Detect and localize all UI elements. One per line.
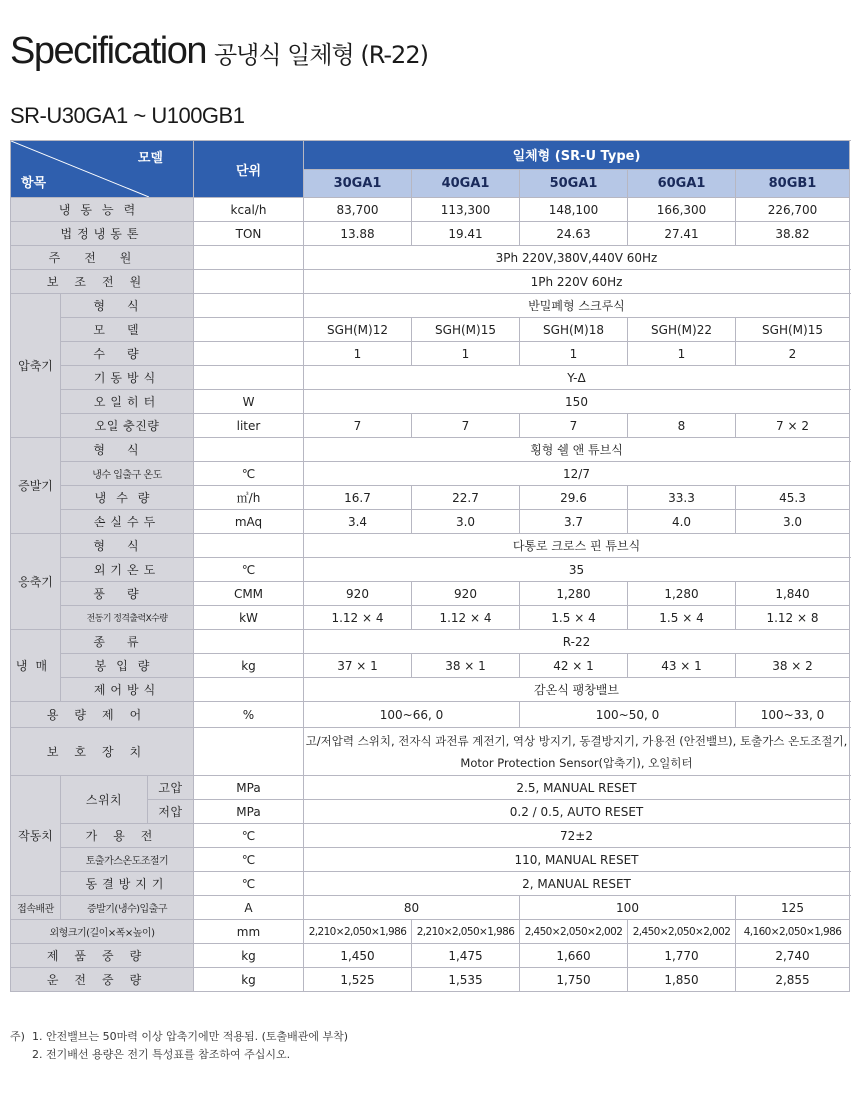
header-model-30: 30GA1: [304, 169, 412, 198]
row-label: 봉입량: [61, 654, 194, 678]
row-unit: ㎥/h: [194, 486, 304, 510]
cell-value: 1.12 × 8: [736, 606, 850, 630]
cell-value: 100: [520, 896, 736, 920]
header-unit: 단위: [194, 141, 304, 198]
cell-value: 2,450×2,050×2,002: [628, 920, 736, 944]
cell-value: 2,210×2,050×1,986: [304, 920, 412, 944]
cell-value: 1.5 × 4: [628, 606, 736, 630]
row-label: 보조전원: [11, 270, 194, 294]
row-unit: MPa: [194, 800, 304, 824]
table-row: [11, 510, 850, 534]
table-row: [11, 678, 850, 702]
row-label: 모델: [61, 318, 194, 342]
title-english: Specification: [10, 30, 206, 72]
row-label: 보호장치: [11, 728, 194, 776]
row-label: 주전원: [11, 246, 194, 270]
cell-value: 1Ph 220V 60Hz: [304, 270, 850, 294]
cell-value: 38 × 2: [736, 654, 850, 678]
cell-value: 125: [736, 896, 850, 920]
row-unit: MPa: [194, 776, 304, 800]
cell-value: 2,740: [736, 944, 850, 968]
cell-value: 4,160×2,050×1,986: [736, 920, 850, 944]
cell-value: 2,855: [736, 968, 850, 992]
cell-value: 110, MANUAL RESET: [304, 848, 850, 872]
row-label: 냉동능력: [11, 198, 194, 222]
row-label: 운전중량: [11, 968, 194, 992]
row-label: 제품중량: [11, 944, 194, 968]
cell-value: 1.5 × 4: [520, 606, 628, 630]
row-label: 형식: [61, 534, 194, 558]
cell-value: 80: [304, 896, 520, 920]
group-label-condenser: 응축기: [11, 534, 61, 630]
header-item-label: 항목: [21, 176, 47, 191]
cell-value: 100~50, 0: [520, 702, 736, 728]
cell-value: 45.3: [736, 486, 850, 510]
cell-value: 1,750: [520, 968, 628, 992]
cell-value: 1,850: [628, 968, 736, 992]
row-label: 외형크기(길이×폭×높이): [11, 920, 194, 944]
cell-value: 1.12 × 4: [304, 606, 412, 630]
cell-value: 횡형 쉘 앤 튜브식: [304, 438, 850, 462]
cell-value: 1,535: [412, 968, 520, 992]
cell-value: 1,840: [736, 582, 850, 606]
cell-value: 1: [412, 342, 520, 366]
row-unit: ℃: [194, 558, 304, 582]
row-label: 풍량: [61, 582, 194, 606]
table-row: [11, 582, 850, 606]
cell-value: 7: [520, 414, 628, 438]
table-row: [11, 222, 850, 246]
header-model-50: 50GA1: [520, 169, 628, 198]
table-row: [11, 944, 850, 968]
title-korean: 공냉식 일체형 (R-22): [213, 41, 428, 69]
cell-value: 113,300: [412, 198, 520, 222]
row-label: 형식: [61, 294, 194, 318]
cell-value: 37 × 1: [304, 654, 412, 678]
cell-value: SGH(M)15: [736, 318, 850, 342]
table-row: [11, 630, 850, 654]
table-row: [11, 270, 850, 294]
cell-value: 3.4: [304, 510, 412, 534]
switch-label: 스위치: [61, 776, 148, 824]
row-unit: [194, 366, 304, 390]
footnote-2: 2. 전기배선 용량은 전기 특성표를 참조하여 주십시오.: [32, 1048, 291, 1061]
model-range-subtitle: SR-U30GA1 ~ U100GB1: [10, 103, 245, 128]
row-label: 종류: [61, 630, 194, 654]
cell-value: 1: [520, 342, 628, 366]
cell-value: 166,300: [628, 198, 736, 222]
row-unit: W: [194, 390, 304, 414]
table-row: [11, 606, 850, 630]
row-unit: liter: [194, 414, 304, 438]
row-unit: kW: [194, 606, 304, 630]
cell-value: 1.12 × 4: [412, 606, 520, 630]
table-row: [11, 366, 850, 390]
cell-value: 1: [628, 342, 736, 366]
cell-value: 1,450: [304, 944, 412, 968]
cell-value: 3.0: [736, 510, 850, 534]
row-sublabel: 증발기(냉수)입출구: [61, 896, 194, 920]
group-label-actuator: 작동치: [11, 776, 61, 896]
cell-value: 13.88: [304, 222, 412, 246]
cell-value: SGH(M)15: [412, 318, 520, 342]
cell-value: 33.3: [628, 486, 736, 510]
protection-line-2: Motor Protection Sensor(압축기), 오일히터: [460, 755, 693, 770]
row-label: 용량제어: [11, 702, 194, 728]
row-unit: ℃: [194, 824, 304, 848]
row-label: 냉수량: [61, 486, 194, 510]
table-row: [11, 824, 850, 848]
row-unit: CMM: [194, 582, 304, 606]
row-label: 기동방식: [61, 366, 194, 390]
row-unit: A: [194, 896, 304, 920]
cell-value: 8: [628, 414, 736, 438]
cell-value: 226,700: [736, 198, 850, 222]
row-label: 고압: [148, 776, 194, 800]
table-row: [11, 848, 850, 872]
footnote-1: 1. 안전밸브는 50마력 이상 압축기에만 적용됨. (토출배관에 부착): [32, 1030, 349, 1043]
cell-value: 3Ph 220V,380V,440V 60Hz: [304, 246, 850, 270]
table-row: [11, 654, 850, 678]
cell-value: 27.41: [628, 222, 736, 246]
cell-value: 83,700: [304, 198, 412, 222]
row-label: 손실수두: [61, 510, 194, 534]
row-unit: [194, 534, 304, 558]
cell-value: 1,475: [412, 944, 520, 968]
row-label: 동결방지기: [61, 872, 194, 896]
cell-value: 22.7: [412, 486, 520, 510]
row-label: 법정냉동톤: [11, 222, 194, 246]
page-title: [10, 30, 428, 73]
cell-value: 1: [304, 342, 412, 366]
row-unit: kg: [194, 654, 304, 678]
cell-value: SGH(M)18: [520, 318, 628, 342]
row-label: 토출가스온도조절기: [61, 848, 194, 872]
group-label-evaporator: 증발기: [11, 438, 61, 534]
table-row: [11, 462, 850, 486]
cell-value: 43 × 1: [628, 654, 736, 678]
cell-value: 148,100: [520, 198, 628, 222]
cell-value: 24.63: [520, 222, 628, 246]
cell-value: 7 × 2: [736, 414, 850, 438]
cell-value: 0.2 / 0.5, AUTO RESET: [304, 800, 850, 824]
cell-value: 다통로 크로스 핀 튜브식: [304, 534, 850, 558]
table-row: [11, 486, 850, 510]
row-unit: %: [194, 702, 304, 728]
cell-value: SGH(M)12: [304, 318, 412, 342]
row-label: 냉수 입출구 온도: [61, 462, 194, 486]
row-unit: kg: [194, 968, 304, 992]
header-model-label: 모델: [137, 151, 163, 166]
table-row: [11, 390, 850, 414]
table-row: [11, 920, 850, 944]
row-unit: [194, 294, 304, 318]
row-unit: TON: [194, 222, 304, 246]
row-unit: ℃: [194, 462, 304, 486]
cell-value: R-22: [304, 630, 850, 654]
row-label: 형식: [61, 438, 194, 462]
table-row: [11, 534, 850, 558]
table-row: [11, 438, 850, 462]
row-unit: [194, 630, 304, 654]
group-label-compressor: 압축기: [11, 294, 61, 438]
cell-value: SGH(M)22: [628, 318, 736, 342]
cell-value: 42 × 1: [520, 654, 628, 678]
header-model-40: 40GA1: [412, 169, 520, 198]
cell-value: 38.82: [736, 222, 850, 246]
row-unit: [194, 342, 304, 366]
cell-value: 100~33, 0: [736, 702, 850, 728]
cell-value: 38 × 1: [412, 654, 520, 678]
cell-value: 100~66, 0: [304, 702, 520, 728]
row-unit: [194, 318, 304, 342]
cell-value: 35: [304, 558, 850, 582]
row-label: 전동기 정격출력X수량: [61, 606, 194, 630]
row-unit: mAq: [194, 510, 304, 534]
cell-value: 12/7: [304, 462, 850, 486]
row-label: 가용전: [61, 824, 194, 848]
cell-value: 반밀폐형 스크루식: [304, 294, 850, 318]
row-unit: [194, 246, 304, 270]
row-label: 수량: [61, 342, 194, 366]
table-row: [11, 872, 850, 896]
row-label: 오일 충진량: [61, 414, 194, 438]
cell-value: 920: [412, 582, 520, 606]
table-row: [11, 968, 850, 992]
cell-value: 1,280: [628, 582, 736, 606]
row-label: 저압: [148, 800, 194, 824]
cell-value: 1,660: [520, 944, 628, 968]
cell-value: 3.0: [412, 510, 520, 534]
cell-value: 7: [412, 414, 520, 438]
cell-value: 7: [304, 414, 412, 438]
cell-value: 4.0: [628, 510, 736, 534]
table-row: [11, 342, 850, 366]
cell-value: 29.6: [520, 486, 628, 510]
header-model-60: 60GA1: [628, 169, 736, 198]
cell-value: 3.7: [520, 510, 628, 534]
table-row: [11, 294, 850, 318]
cell-value: 2.5, MANUAL RESET: [304, 776, 850, 800]
row-unit: kg: [194, 944, 304, 968]
row-label: 외기온도: [61, 558, 194, 582]
cell-value: 2,210×2,050×1,986: [412, 920, 520, 944]
table-row: [11, 896, 850, 920]
cell-value: Y-Δ: [304, 366, 850, 390]
cell-value: 150: [304, 390, 850, 414]
cell-value: 1,280: [520, 582, 628, 606]
row-unit: [194, 270, 304, 294]
table-row: [11, 198, 850, 222]
row-unit: [194, 678, 304, 702]
row-label: 오일히터: [61, 390, 194, 414]
table-row: [11, 728, 850, 776]
table-row: [11, 414, 850, 438]
row-unit: [194, 438, 304, 462]
spec-table: [10, 140, 850, 992]
row-label: 제어방식: [61, 678, 194, 702]
cell-value: 1,525: [304, 968, 412, 992]
table-row: [11, 318, 850, 342]
protection-line-1: 고/저압력 스위치, 전자식 과전류 계전기, 역상 방지기, 동결방지기, 가용전 (안전밸브), 토출가스 온도조절기,: [305, 733, 848, 748]
group-label-refrigerant: 냉매: [11, 630, 61, 702]
cell-value: 920: [304, 582, 412, 606]
footnote-mark: 주): [10, 1030, 25, 1043]
table-row: [11, 246, 850, 270]
row-unit: kcal/h: [194, 198, 304, 222]
cell-value: 2, MANUAL RESET: [304, 872, 850, 896]
cell-value: 1,770: [628, 944, 736, 968]
cell-value: 2,450×2,050×2,002: [520, 920, 628, 944]
cell-value: 2: [736, 342, 850, 366]
cell-value: 19.41: [412, 222, 520, 246]
row-unit: [194, 728, 304, 776]
table-row: [11, 776, 850, 800]
header-type: 일체형 (SR-U Type): [304, 141, 850, 170]
table-row: [11, 702, 850, 728]
header-model-80: 80GB1: [736, 169, 850, 198]
cell-value: 16.7: [304, 486, 412, 510]
cell-value: 72±2: [304, 824, 850, 848]
cell-value: [304, 728, 850, 776]
cell-value: 감온식 팽창밸브: [304, 678, 850, 702]
row-unit: mm: [194, 920, 304, 944]
header-corner-cell: [11, 141, 194, 198]
row-label: 접속배관: [11, 896, 61, 920]
table-row: [11, 558, 850, 582]
row-unit: ℃: [194, 872, 304, 896]
row-unit: ℃: [194, 848, 304, 872]
